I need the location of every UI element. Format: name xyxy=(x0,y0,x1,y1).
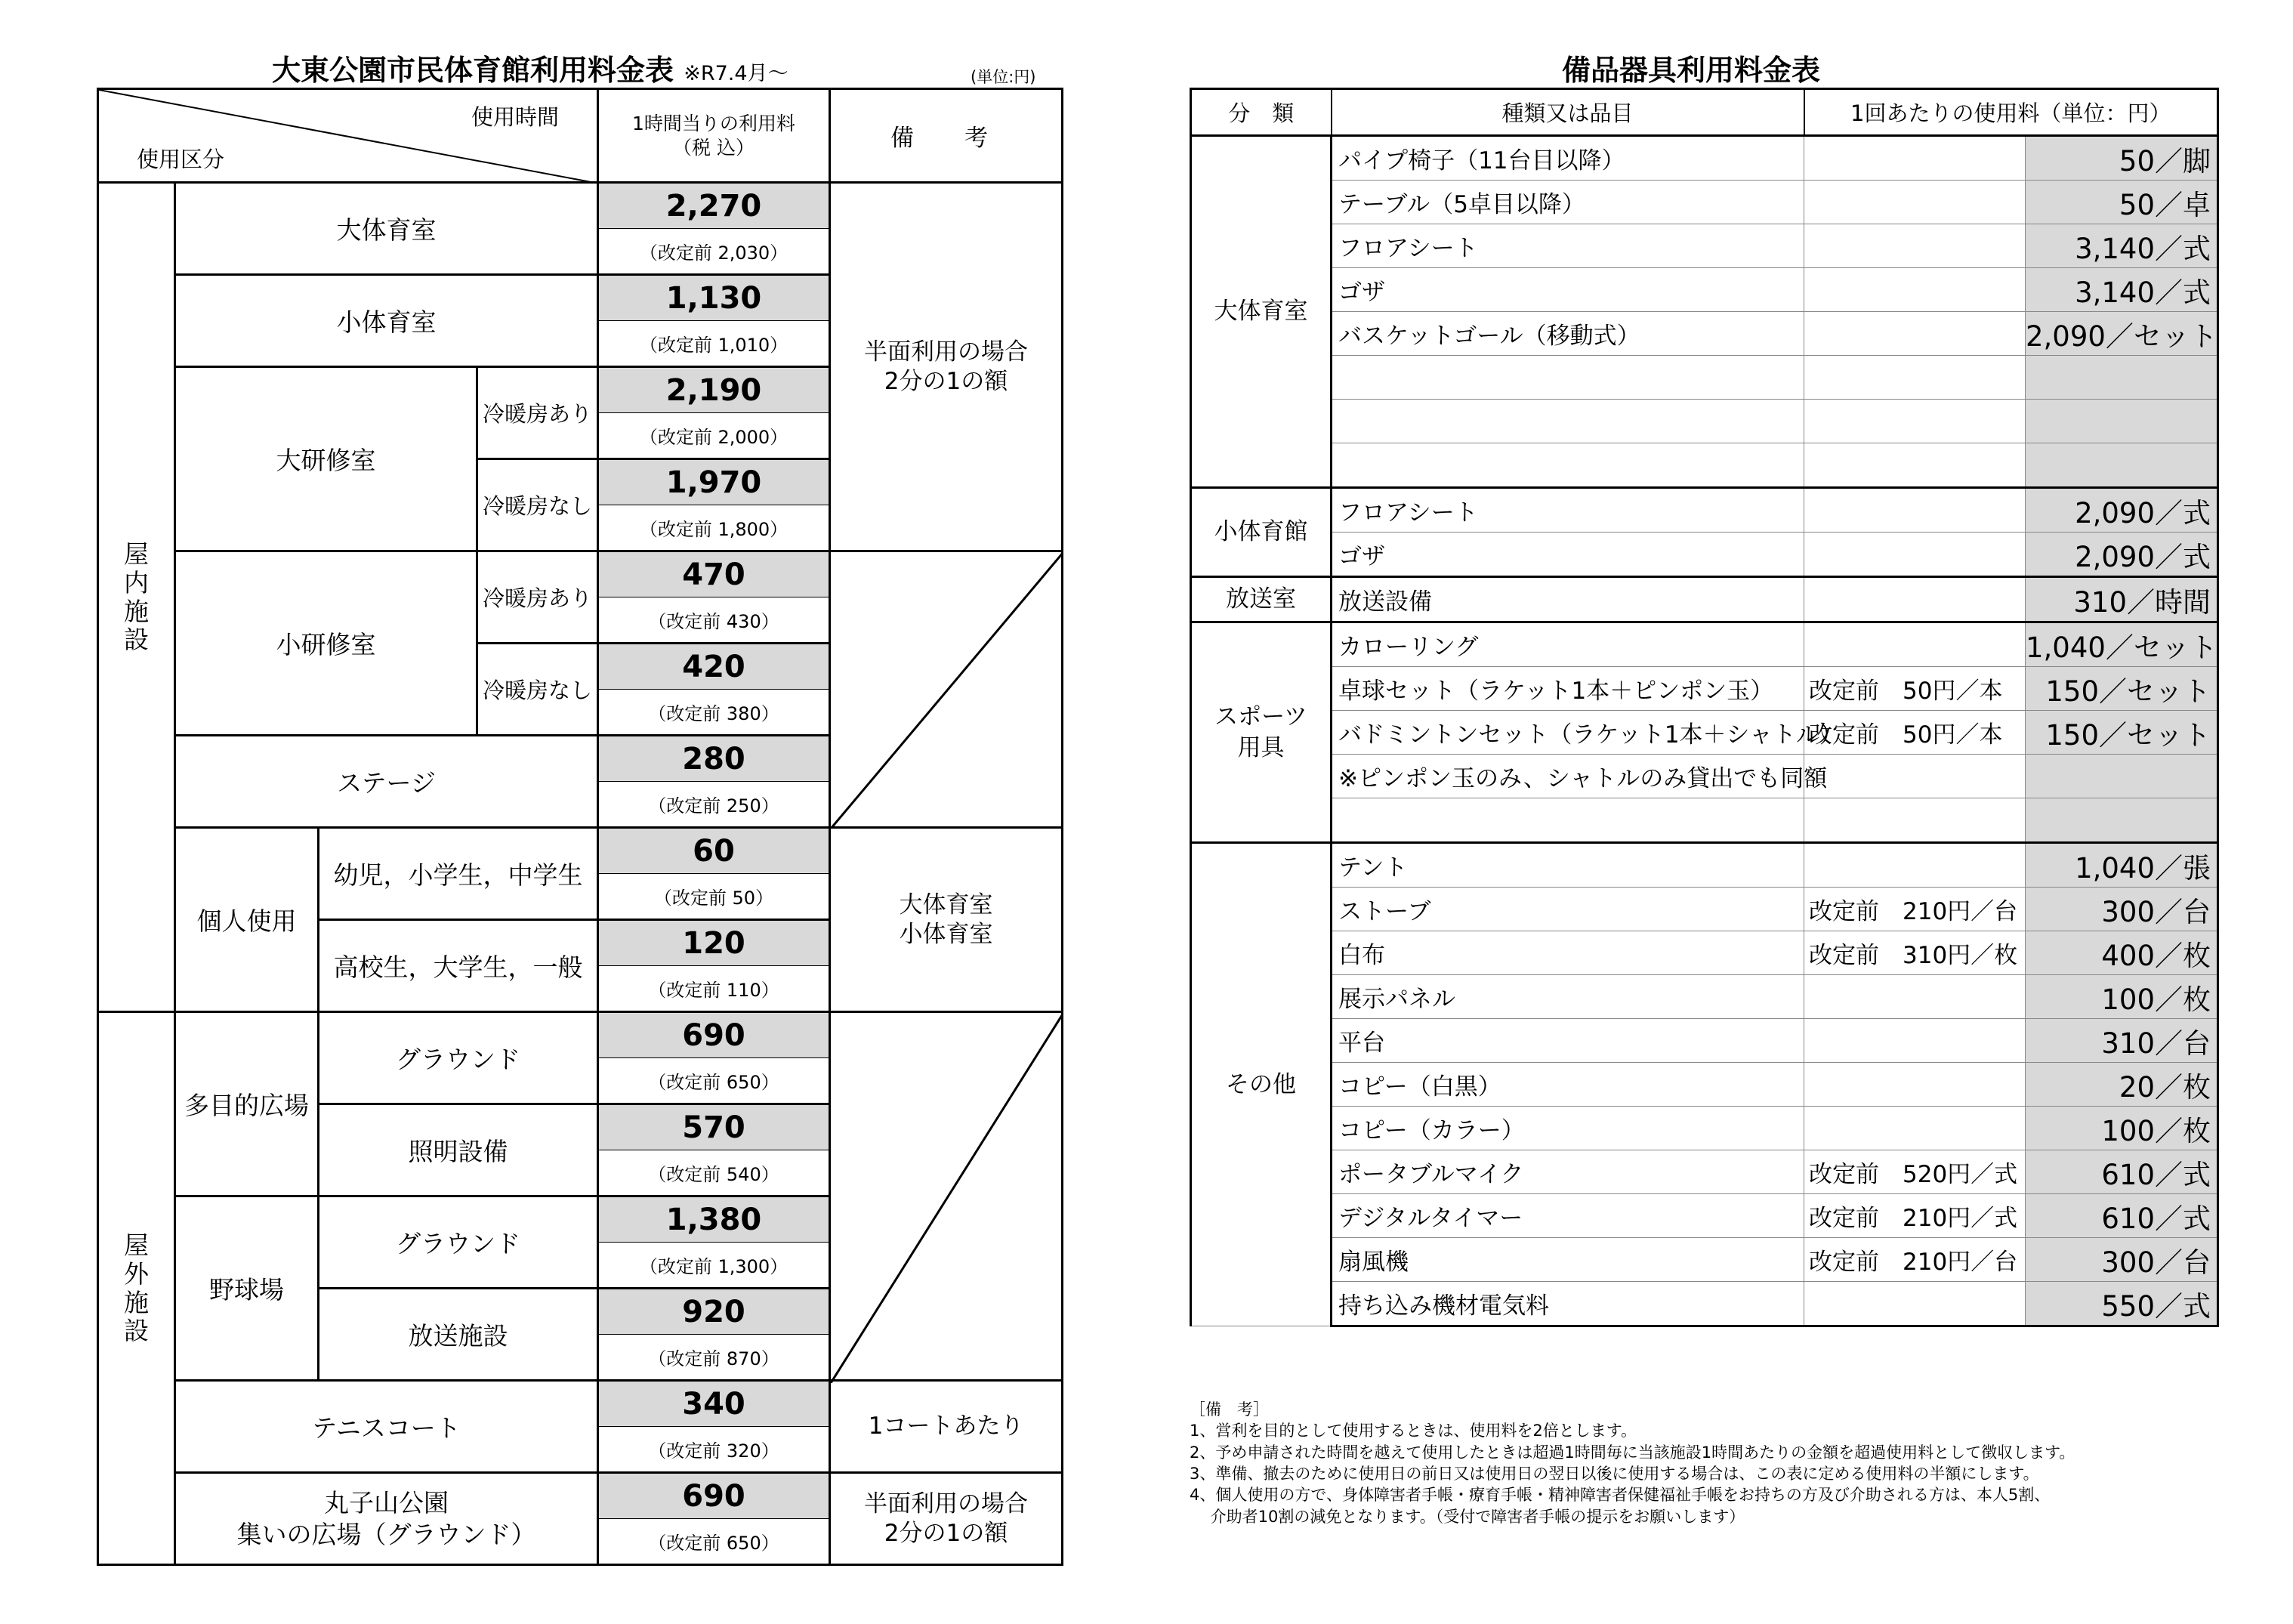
equipment-price: 100／枚 xyxy=(2026,975,2218,1019)
baseball-label: 野球場 xyxy=(175,1196,319,1381)
equipment-price xyxy=(2026,400,2218,443)
equipment-prev-price xyxy=(1804,843,2026,888)
equipment-prev-price: 改定前 50円／本 xyxy=(1804,667,2026,711)
personal-use-label: 個人使用 xyxy=(175,828,319,1012)
equipment-category: スポーツ 用具 xyxy=(1191,622,1332,843)
header-item: 種類又は品目 xyxy=(1332,89,1804,136)
equipment-prev-price: 改定前 210円／台 xyxy=(1804,1238,2026,1282)
marukoyama-price: 690 xyxy=(598,1473,830,1519)
personal-adults-prev: （改定前 110） xyxy=(598,966,830,1012)
gyms-note: 大体育室 小体育室 xyxy=(830,828,1063,1012)
small-gym-prev: （改定前 1,010） xyxy=(598,321,830,367)
large-training-label: 大研修室 xyxy=(175,367,477,551)
equipment-price: 300／台 xyxy=(2026,1238,2218,1282)
equipment-row xyxy=(1191,268,2218,312)
equipment-price: 310／時間 xyxy=(2026,577,2218,622)
equipment-prev-price xyxy=(1804,181,2026,224)
equipment-item: 平台 xyxy=(1332,1019,1804,1063)
equipment-price: 20／枚 xyxy=(2026,1063,2218,1107)
equipment-item: カローリング xyxy=(1332,622,1804,667)
equipment-prev-price xyxy=(1804,1107,2026,1150)
tennis-price: 340 xyxy=(598,1381,830,1427)
equipment-prev-price xyxy=(1804,356,2026,400)
equipment-item: ポータブルマイク xyxy=(1332,1150,1804,1194)
equipment-item: 扇風機 xyxy=(1332,1238,1804,1282)
equipment-prev-price xyxy=(1804,577,2026,622)
equipment-prev-price: 改定前 310円／枚 xyxy=(1804,931,2026,975)
left-title-text: 大東公園市民体育館利用料金表 xyxy=(272,54,674,87)
equipment-item: コピー（白黒） xyxy=(1332,1063,1804,1107)
large-gym-label: 大体育室 xyxy=(175,183,598,275)
equipment-prev-price xyxy=(1804,268,2026,312)
equipment-item: ストーブ xyxy=(1332,888,1804,931)
equipment-fee-table xyxy=(1190,88,2219,1327)
equipment-row xyxy=(1191,888,2218,931)
equipment-row xyxy=(1191,356,2218,400)
large-training-ac-label: 冷暖房あり xyxy=(477,367,598,459)
equipment-price: 1,040／張 xyxy=(2026,843,2218,888)
stage-label: ステージ xyxy=(175,736,598,828)
equipment-category: 放送室 xyxy=(1191,577,1332,622)
large-training-noac-price: 1,970 xyxy=(598,459,830,505)
diagonal-slash-2 xyxy=(831,1013,1063,1383)
equipment-row xyxy=(1191,400,2218,443)
equipment-item: 放送設備 xyxy=(1332,577,1804,622)
left-header-row xyxy=(98,89,1063,183)
baseball-pa-prev: （改定前 870） xyxy=(598,1335,830,1381)
remarks-title: ［備 考］ xyxy=(1190,1400,1269,1419)
equipment-row xyxy=(1191,1238,2218,1282)
equipment-item: コピー（カラー） xyxy=(1332,1107,1804,1150)
small-gym-label: 小体育室 xyxy=(175,275,598,367)
equipment-prev-price xyxy=(1804,224,2026,268)
equipment-price xyxy=(2026,755,2218,798)
equipment-price: 610／式 xyxy=(2026,1194,2218,1238)
equipment-prev-price: 改定前 50円／本 xyxy=(1804,711,2026,755)
large-training-ac-price: 2,190 xyxy=(598,367,830,413)
equipment-row xyxy=(1191,577,2218,622)
marukoyama-prev: （改定前 650） xyxy=(598,1519,830,1565)
equipment-item: 卓球セット（ラケット1本＋ピンポン玉） xyxy=(1332,667,1804,711)
left-title-sub: ※R7.4月～ xyxy=(684,62,789,85)
small-training-ac-prev: （改定前 430） xyxy=(598,597,830,644)
small-training-noac-label: 冷暖房なし xyxy=(477,644,598,736)
remark-4: 4、個人使用の方で、身体障害者手帳・療育手帳・精神障害者保健福祉手帳をお持ちの方及び介助される方は、本人5割、 xyxy=(1190,1486,2051,1505)
personal-adults-label: 高校生，大学生，一般 xyxy=(319,920,598,1012)
equipment-item: バスケットゴール（移動式） xyxy=(1332,312,1804,356)
equipment-prev-price xyxy=(1804,488,2026,533)
indoor-label: 屋 内 施 設 xyxy=(98,183,175,1012)
equipment-row xyxy=(1191,1019,2218,1063)
equipment-row xyxy=(1191,1107,2218,1150)
diagonal-slash-1 xyxy=(831,552,1063,829)
equipment-prev-price xyxy=(1804,136,2026,181)
multi-plaza-label: 多目的広場 xyxy=(175,1012,319,1196)
equipment-row xyxy=(1191,755,2218,798)
equipment-price xyxy=(2026,443,2218,488)
large-training-noac-label: 冷暖房なし xyxy=(477,459,598,551)
equipment-prev-price xyxy=(1804,1063,2026,1107)
baseball-pa-price: 920 xyxy=(598,1289,830,1335)
equipment-row xyxy=(1191,1150,2218,1194)
header-category-label: 使用区分 xyxy=(137,147,225,172)
equipment-row xyxy=(1191,667,2218,711)
equipment-item: パイプ椅子（11台目以降） xyxy=(1332,136,1804,181)
small-gym-price: 1,130 xyxy=(598,275,830,321)
equipment-row xyxy=(1191,181,2218,224)
equipment-item: 展示パネル xyxy=(1332,975,1804,1019)
left-title xyxy=(272,47,789,88)
equipment-row xyxy=(1191,443,2218,488)
equipment-price xyxy=(2026,798,2218,843)
equipment-item: バドミントンセット（ラケット1本＋シャトル） xyxy=(1332,711,1804,755)
multi-ground-price: 690 xyxy=(598,1012,830,1058)
large-training-ac-prev: （改定前 2,000） xyxy=(598,413,830,459)
equipment-row xyxy=(1191,136,2218,181)
equipment-item xyxy=(1332,400,1804,443)
header-time-label: 使用時間 xyxy=(471,104,559,130)
remark-3: 3、準備、撤去のために使用日の前日又は使用日の翌日以後に使用する場合は、この表に定める使用料の半額にします。 xyxy=(1190,1465,2039,1484)
equipment-price: 50／脚 xyxy=(2026,136,2218,181)
equipment-row xyxy=(1191,1282,2218,1326)
equipment-item xyxy=(1332,356,1804,400)
equipment-price: 400／枚 xyxy=(2026,931,2218,975)
header-diagonal-cell xyxy=(98,89,598,183)
equipment-price: 2,090／セット xyxy=(2026,312,2218,356)
equipment-price: 550／式 xyxy=(2026,1282,2218,1326)
equipment-row xyxy=(1191,931,2218,975)
multi-ground-label: グラウンド xyxy=(319,1012,598,1104)
personal-kids-price: 60 xyxy=(598,828,830,874)
header-fee: 1回あたりの使用料（単位：円） xyxy=(1804,89,2218,136)
remark-1: 1、営利を目的として使用するときは、使用料を2倍とします。 xyxy=(1190,1422,1637,1440)
equipment-price: 50／卓 xyxy=(2026,181,2218,224)
header-fee-label: 1時間当りの利用料 （税 込） xyxy=(598,89,830,183)
personal-adults-price: 120 xyxy=(598,920,830,966)
right-header-row xyxy=(1191,89,2218,136)
equipment-prev-price xyxy=(1804,622,2026,667)
stage-price: 280 xyxy=(598,736,830,782)
small-training-ac-label: 冷暖房あり xyxy=(477,551,598,644)
equipment-price: 2,090／式 xyxy=(2026,533,2218,577)
equipment-item: フロアシート xyxy=(1332,488,1804,533)
per-court-note: 1コートあたり xyxy=(830,1381,1063,1473)
equipment-price: 150／セット xyxy=(2026,667,2218,711)
header-category: 分 類 xyxy=(1191,89,1332,136)
equipment-item: 持ち込み機材電気料 xyxy=(1332,1282,1804,1326)
equipment-row xyxy=(1191,1194,2218,1238)
equipment-price: 310／台 xyxy=(2026,1019,2218,1063)
equipment-price: 100／枚 xyxy=(2026,1107,2218,1150)
equipment-item: ゴザ xyxy=(1332,533,1804,577)
equipment-item xyxy=(1332,798,1804,843)
personal-kids-prev: （改定前 50） xyxy=(598,874,830,920)
multi-ground-prev: （改定前 650） xyxy=(598,1058,830,1104)
baseball-ground-label: グラウンド xyxy=(319,1196,598,1289)
marukoyama-label: 丸子山公園 集いの広場（グラウンド） xyxy=(175,1473,598,1565)
equipment-prev-price: 改定前 520円／式 xyxy=(1804,1150,2026,1194)
equipment-row xyxy=(1191,1063,2218,1107)
equipment-prev-price xyxy=(1804,1019,2026,1063)
equipment-item: テント xyxy=(1332,843,1804,888)
equipment-item: 白布 xyxy=(1332,931,1804,975)
baseball-ground-prev: （改定前 1,300） xyxy=(598,1243,830,1289)
equipment-row xyxy=(1191,312,2218,356)
equipment-item: ゴザ xyxy=(1332,268,1804,312)
outdoor-label: 屋 外 施 設 xyxy=(98,1012,175,1565)
header-remarks-label: 備 考 xyxy=(830,89,1063,183)
facility-fee-table xyxy=(97,88,1063,1566)
equipment-row xyxy=(1191,533,2218,577)
remarks-block xyxy=(1190,1399,2075,1527)
equipment-rows xyxy=(1191,136,2218,1326)
equipment-item: デジタルタイマー xyxy=(1332,1194,1804,1238)
baseball-ground-price: 1,380 xyxy=(598,1196,830,1243)
equipment-category: 小体育館 xyxy=(1191,488,1332,577)
equipment-price: 150／セット xyxy=(2026,711,2218,755)
tennis-prev: （改定前 320） xyxy=(598,1427,830,1473)
tennis-label: テニスコート xyxy=(175,1381,598,1473)
equipment-price: 300／台 xyxy=(2026,888,2218,931)
left-unit: (単位:円) xyxy=(971,68,1036,86)
diagonal-note-cell-1 xyxy=(830,551,1063,828)
equipment-price: 2,090／式 xyxy=(2026,488,2218,533)
equipment-price: 610／式 xyxy=(2026,1150,2218,1194)
equipment-price: 1,040／セット xyxy=(2026,622,2218,667)
multi-light-price: 570 xyxy=(598,1104,830,1150)
right-title: 備品器具利用料金表 xyxy=(1562,54,1821,87)
stage-prev: （改定前 250） xyxy=(598,782,830,828)
equipment-item: テーブル（5卓目以降） xyxy=(1332,181,1804,224)
small-training-label: 小研修室 xyxy=(175,551,477,736)
equipment-row xyxy=(1191,798,2218,843)
equipment-item: フロアシート xyxy=(1332,224,1804,268)
equipment-row xyxy=(1191,975,2218,1019)
equipment-prev-price xyxy=(1804,400,2026,443)
equipment-price: 3,140／式 xyxy=(2026,268,2218,312)
equipment-prev-price xyxy=(1804,443,2026,488)
baseball-pa-label: 放送施設 xyxy=(319,1289,598,1381)
equipment-prev-price xyxy=(1804,533,2026,577)
small-training-ac-price: 470 xyxy=(598,551,830,597)
equipment-price: 3,140／式 xyxy=(2026,224,2218,268)
equipment-item xyxy=(1332,443,1804,488)
small-training-noac-price: 420 xyxy=(598,644,830,690)
multi-light-label: 照明設備 xyxy=(319,1104,598,1196)
equipment-row xyxy=(1191,843,2218,888)
remark-2: 2、予め申請された時間を越えて使用したときは超過1時間毎に当該施設1時間あたりの金額を超過使用料として徴収します。 xyxy=(1190,1443,2075,1462)
equipment-prev-price xyxy=(1804,798,2026,843)
equipment-item: ※ピンポン玉のみ、シャトルのみ貸出でも同額 xyxy=(1332,755,1804,798)
equipment-prev-price xyxy=(1804,755,2026,798)
equipment-prev-price xyxy=(1804,312,2026,356)
equipment-prev-price xyxy=(1804,1282,2026,1326)
equipment-prev-price xyxy=(1804,975,2026,1019)
personal-kids-label: 幼児，小学生，中学生 xyxy=(319,828,598,920)
diagonal-note-cell-2 xyxy=(830,1012,1063,1381)
half-use-note-2: 半面利用の場合 2分の1の額 xyxy=(830,1473,1063,1565)
large-gym-price: 2,270 xyxy=(598,183,830,229)
remark-4-cont: 介助者10割の減免となります。（受付で障害者手帳の提示をお願いします） xyxy=(1190,1507,1745,1526)
multi-light-prev: （改定前 540） xyxy=(598,1150,830,1196)
small-training-noac-prev: （改定前 380） xyxy=(598,690,830,736)
equipment-row xyxy=(1191,622,2218,667)
equipment-row xyxy=(1191,224,2218,268)
equipment-price xyxy=(2026,356,2218,400)
equipment-prev-price: 改定前 210円／式 xyxy=(1804,1194,2026,1238)
large-gym-prev: （改定前 2,030） xyxy=(598,229,830,275)
half-use-note: 半面利用の場合 2分の1の額 xyxy=(830,183,1063,551)
equipment-prev-price: 改定前 210円／台 xyxy=(1804,888,2026,931)
large-training-noac-prev: （改定前 1,800） xyxy=(598,505,830,551)
equipment-row xyxy=(1191,488,2218,533)
equipment-category: その他 xyxy=(1191,843,1332,1326)
equipment-category: 大体育室 xyxy=(1191,136,1332,488)
equipment-row xyxy=(1191,711,2218,755)
